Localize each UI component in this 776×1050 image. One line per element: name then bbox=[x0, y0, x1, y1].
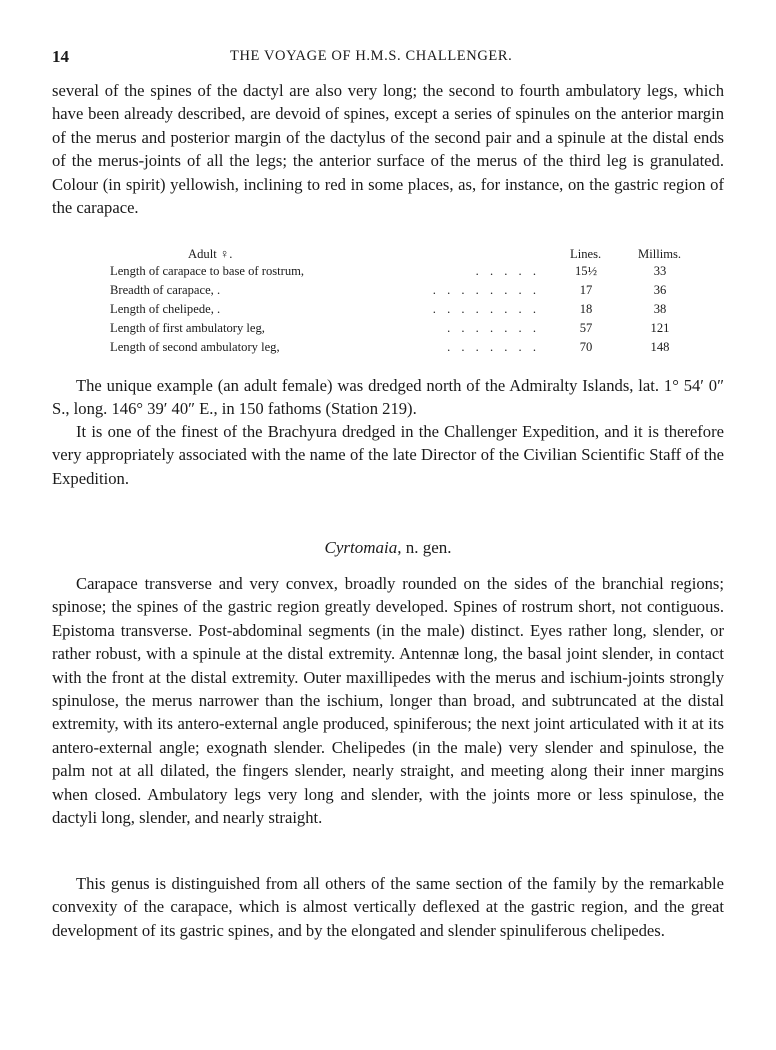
genus-name: Cyrtomaia bbox=[324, 538, 398, 557]
dot-leader: . . . . . . . . bbox=[432, 283, 540, 297]
column-header-lines: Lines. bbox=[570, 247, 602, 261]
measurement-row bbox=[110, 264, 700, 283]
column-header-millims: Millims. bbox=[638, 247, 682, 261]
genus-suffix: , n. gen. bbox=[397, 538, 452, 557]
measurement-lines: 15½ bbox=[574, 264, 598, 278]
measurement-lines: 70 bbox=[579, 340, 593, 354]
measurement-label: Length of chelipede, . bbox=[110, 302, 221, 316]
measurement-lines: 18 bbox=[579, 302, 593, 316]
dot-leader: . . . . . bbox=[475, 264, 540, 278]
paragraph-genus-distinction: This genus is distinguished from all others of the same section of the family by the remarkable convexity of the carapace, which is almost vertically deflexed at the gastric region, and the great development of its gastric spines, and by the elongated and slender spinuliferous chelipedes. bbox=[52, 874, 724, 940]
measurements-header bbox=[110, 247, 700, 264]
measurement-row bbox=[110, 283, 700, 302]
measurement-lines: 17 bbox=[579, 283, 593, 297]
measurement-millims: 148 bbox=[650, 340, 670, 354]
measurement-millims: 33 bbox=[653, 264, 667, 278]
running-head: THE VOYAGE OF H.M.S. CHALLENGER. bbox=[230, 48, 513, 64]
dot-leader: . . . . . . . . bbox=[432, 302, 540, 316]
measurements-table bbox=[110, 247, 700, 359]
measurement-row bbox=[110, 302, 700, 321]
measurement-label: Length of first ambulatory leg, bbox=[110, 321, 265, 335]
measurement-row bbox=[110, 321, 700, 340]
dot-leader: . . . . . . . bbox=[447, 340, 540, 354]
measurements-heading: Adult ♀. bbox=[188, 247, 233, 261]
genus-heading bbox=[0, 538, 776, 558]
measurement-millims: 38 bbox=[653, 302, 667, 316]
measurement-label: Length of second ambulatory leg, bbox=[110, 340, 280, 354]
measurement-label: Breadth of carapace, . bbox=[110, 283, 221, 297]
paragraph-dedication: It is one of the finest of the Brachyura dredged in the Challenger Expedition, and it is therefore very appropriately associated with the name of the late Director of the Civilian Scientific Staff of the Expedition. bbox=[52, 422, 724, 488]
paragraph-specimen-locality: The unique example (an adult female) was dredged north of the Admiralty Islands, lat. 1° 54′ 0″ S., long. 146° 39′ 40″ E., in 150 fathoms (Station 219). bbox=[52, 376, 724, 419]
measurement-label: Length of carapace to base of rostrum, bbox=[110, 264, 305, 278]
dot-leader: . . . . . . . bbox=[447, 321, 540, 335]
measurement-lines: 57 bbox=[579, 321, 593, 335]
measurement-row bbox=[110, 340, 700, 359]
paragraph-continued-description: several of the spines of the dactyl are also very long; the second to fourth ambulatory legs, which have been already described, are devoid of spines, except a series of spinules on the anterior margin of the merus and posterior margin of the dactylus of the second pair and a spinule at the distal ends of the merus-joints of all the legs; the anterior surface of the merus of the third leg is granulated. Colour (in spirit) yellowish, inclining to red in some places, as, for instance, on the gastric region of the carapace. bbox=[52, 81, 724, 218]
measurement-millims: 36 bbox=[653, 283, 667, 297]
measurement-millims: 121 bbox=[650, 321, 670, 335]
paragraph-genus-diagnosis: Carapace transverse and very convex, broadly rounded on the sides of the branchial regions; spinose; the spines of the gastric region greatly developed. Spines of rostrum short, not contiguous. Epistoma transverse. Post-abdominal segments (in the male) distinct. Eyes rather long, slender, or rather robust, with a spinule at the distal extremity. Antennæ long, the basal joint slender, in contact with the front at the distal extremity. Outer maxillipedes with the merus and ischium-joints strongly spinulose, the merus narrower than the ischium, longer than broad, and subtruncated at the distal extremity, with its antero-external angle produced, spiniferous; the next joint articulated with it at its antero-external angle; exognath slender. Chelipedes (in the male) very slender and spinulose, the palm not at all dilated, the fingers slender, nearly straight, and meeting along their inner margins when closed. Ambulatory legs very long and slender, with the joints more or less spinulose, the dactyli long, slender, and nearly straight. bbox=[52, 574, 724, 828]
page-number: 14 bbox=[52, 47, 69, 66]
